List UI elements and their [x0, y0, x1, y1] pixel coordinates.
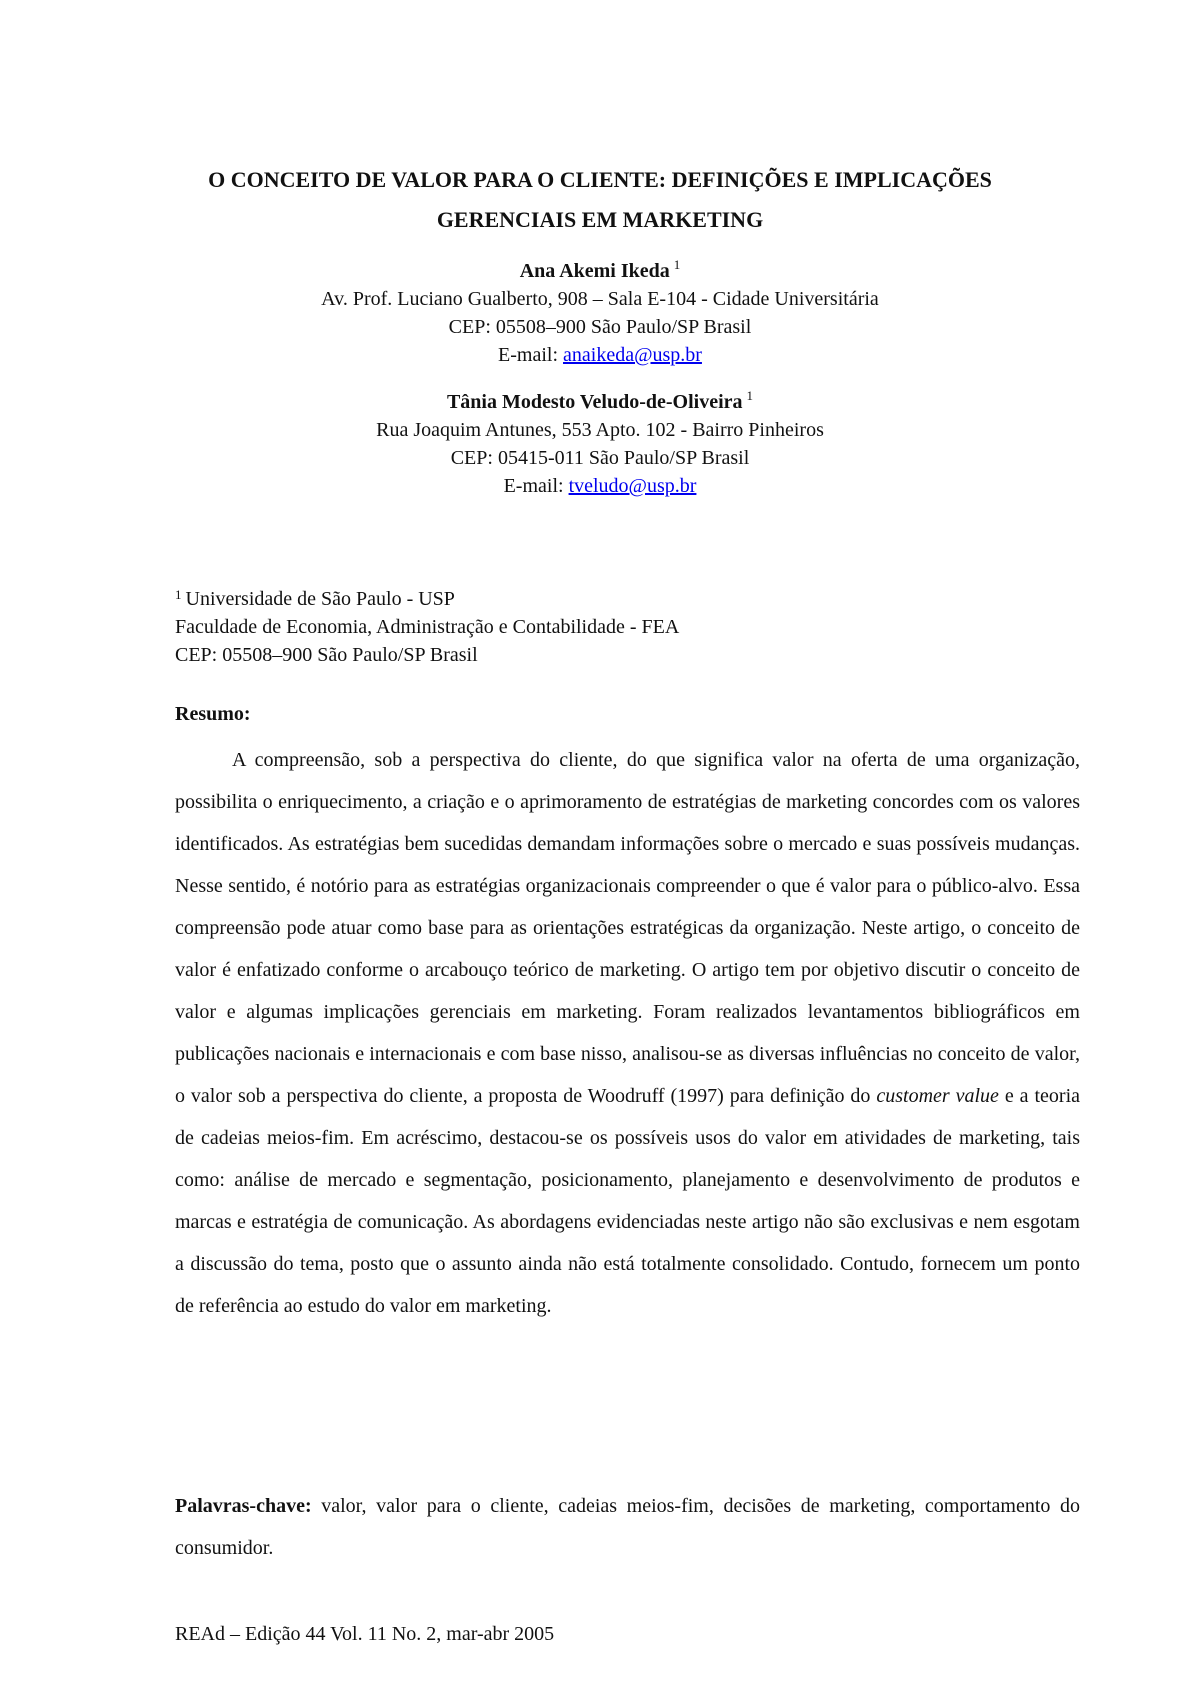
author-block-2 — [120, 388, 1080, 500]
author-affiliation-mark: 1 — [673, 257, 681, 272]
keywords-paragraph — [175, 1485, 1080, 1569]
abstract-text-part-1: A compreensão, sob a perspectiva do cliente, do que significa valor na oferta de uma organização, possibilita o enriquecimento, a criação e o aprimoramento de estratégias de marketing concordes com os valores identificados. As estratégias bem sucedidas demandam informações sobre o mercado e suas possíveis mudanças. Nesse sentido, é notório para as estratégias organizacionais compreender o que é valor para o público-alvo. Essa compreensão pode atuar como base para as orientações estratégicas da organização. Neste artigo, o conceito de valor é enfatizado conforme o arcabouço teórico de marketing. O artigo tem por objetivo discutir o conceito de valor e algumas implicações gerenciais em marketing. Foram realizados levantamentos bibliográficos em publicações nacionais e internacionais e com base nisso, analisou-se as diversas influências no conceito de valor, o valor sob a perspectiva do cliente, a proposta de Woodruff (1997) para definição do — [175, 749, 1080, 1107]
author-cep: CEP: 05508–900 São Paulo/SP Brasil — [448, 316, 752, 338]
abstract-paragraph — [175, 739, 1080, 1327]
affiliation-block — [175, 585, 1075, 669]
email-label: E-mail: — [503, 475, 569, 497]
title-line-1: O CONCEITO DE VALOR PARA O CLIENTE: DEFINIÇÕES E IMPLICAÇÕES — [208, 167, 992, 192]
abstract-heading: Resumo: — [175, 703, 251, 725]
affiliation-mark: 1 — [175, 587, 182, 602]
email-label: E-mail: — [498, 344, 564, 366]
abstract-italic-term: customer value — [876, 1085, 999, 1107]
affiliation-university: Universidade de São Paulo - USP — [185, 588, 455, 610]
author-email-link[interactable]: tveludo@usp.br — [568, 475, 697, 497]
author-affiliation-mark: 1 — [746, 388, 754, 403]
affiliation-cep: CEP: 05508–900 São Paulo/SP Brasil — [175, 644, 478, 666]
author-address: Rua Joaquim Antunes, 553 Apto. 102 - Bairro Pinheiros — [376, 419, 824, 441]
page-footer: REAd – Edição 44 Vol. 11 No. 2, mar-abr 2005 — [175, 1623, 555, 1645]
author-address: Av. Prof. Luciano Gualberto, 908 – Sala E-104 - Cidade Universitária — [321, 288, 879, 310]
author-name: Ana Akemi Ikeda — [519, 260, 670, 282]
author-cep: CEP: 05415-011 São Paulo/SP Brasil — [450, 447, 750, 469]
author-email-link[interactable]: anaikeda@usp.br — [563, 344, 702, 366]
author-block-1 — [120, 257, 1080, 369]
keywords-text: valor, valor para o cliente, cadeias meios-fim, decisões de marketing, comportamento do consumidor. — [175, 1495, 1080, 1559]
abstract-text-part-2: e a teoria de cadeias meios-fim. Em acréscimo, destacou-se os possíveis usos do valor em atividades de marketing, tais como: análise de mercado e segmentação, posicionamento, planejamento e desenvolvimento de produtos e marcas e estratégia de comunicação. As abordagens evidenciadas neste artigo não são exclusivas e nem esgotam a discussão do tema, posto que o assunto ainda não está totalmente consolidado. Contudo, fornecem um ponto de referência ao estudo do valor em marketing. — [175, 1085, 1081, 1317]
affiliation-faculty: Faculdade de Economia, Administração e Contabilidade - FEA — [175, 616, 680, 638]
title-line-2: GERENCIAIS EM MARKETING — [436, 207, 764, 232]
paper-title — [120, 160, 1080, 240]
author-name: Tânia Modesto Veludo-de-Oliveira — [446, 391, 743, 413]
keywords-label: Palavras-chave: — [175, 1495, 312, 1517]
